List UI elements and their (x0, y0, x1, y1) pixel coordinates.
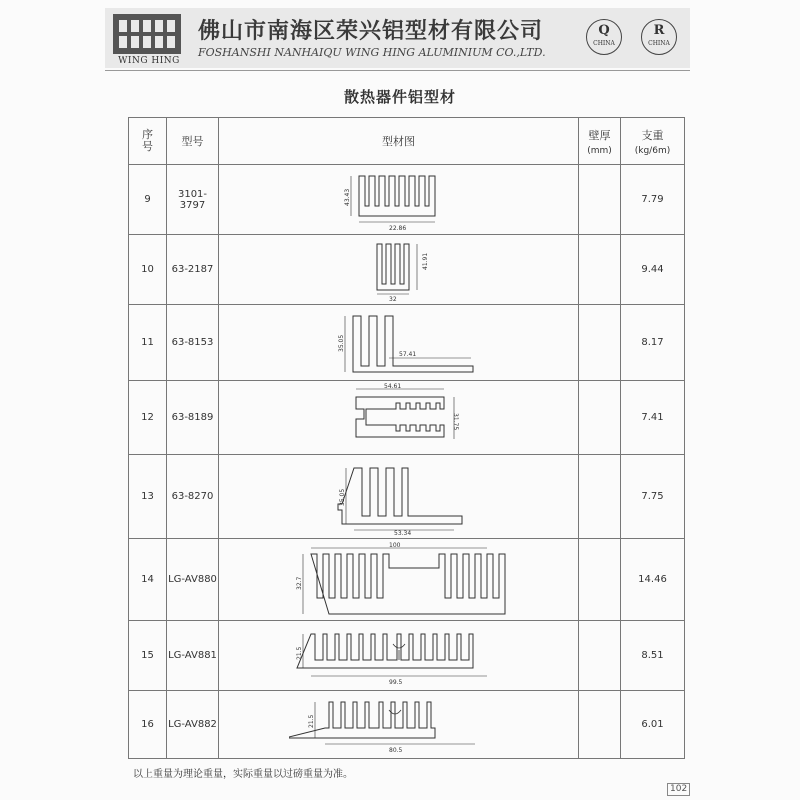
dim-label: 21.5 (307, 714, 315, 728)
profile-spec-table (128, 117, 685, 759)
row-weight: 7.79 (621, 165, 685, 235)
row-weight: 8.51 (621, 621, 685, 691)
header-drawing: 型材图 (219, 118, 579, 165)
table-row (129, 621, 685, 691)
row-wall (579, 235, 621, 305)
row-seq: 9 (129, 165, 167, 235)
row-model: LG-AV880 (167, 539, 219, 621)
row-weight: 8.17 (621, 305, 685, 381)
dim-label: 100 (388, 541, 400, 549)
wing-hing-logo (113, 14, 181, 54)
profile-drawing (219, 165, 579, 235)
row-weight: 14.46 (621, 539, 685, 621)
header-weight: 支重 (kg/6m) (621, 118, 685, 165)
dim-label: 54.61 (383, 382, 401, 390)
table-row (129, 455, 685, 539)
row-model: 63-8189 (167, 381, 219, 455)
profile-drawing (219, 621, 579, 691)
header-model: 型号 (167, 118, 219, 165)
row-seq: 11 (129, 305, 167, 381)
page-title: 散热器件铝型材 (343, 88, 456, 106)
row-seq: 10 (129, 235, 167, 305)
table-row (129, 305, 685, 381)
row-model: 63-2187 (167, 235, 219, 305)
table-row (129, 691, 685, 759)
table-row (129, 235, 685, 305)
row-wall (579, 621, 621, 691)
dim-label: 21.5 (295, 646, 303, 660)
row-seq: 12 (129, 381, 167, 455)
q-china-badge-icon: Q CHINA (586, 19, 622, 55)
dim-label: 43.43 (343, 188, 351, 206)
profile-drawing (219, 455, 579, 539)
r-china-badge-icon: R CHINA (641, 19, 677, 55)
profile-drawing (219, 235, 579, 305)
header-rule (105, 70, 690, 71)
dim-label: 99.5 (388, 678, 402, 686)
row-model: 3101-3797 (167, 165, 219, 235)
dim-label: 31.75 (451, 412, 459, 430)
row-seq: 16 (129, 691, 167, 759)
row-weight: 7.75 (621, 455, 685, 539)
profile-drawing (219, 539, 579, 621)
table-row (129, 165, 685, 235)
header-seq: 序号 (129, 118, 167, 165)
row-weight: 6.01 (621, 691, 685, 759)
row-model: LG-AV881 (167, 621, 219, 691)
table-row (129, 381, 685, 455)
row-seq: 13 (129, 455, 167, 539)
row-seq: 15 (129, 621, 167, 691)
row-weight: 9.44 (621, 235, 685, 305)
dim-label: 35.05 (337, 334, 345, 352)
profile-drawing (219, 381, 579, 455)
row-wall (579, 165, 621, 235)
row-seq: 14 (129, 539, 167, 621)
dim-label: 32.7 (295, 576, 303, 590)
company-name-en: FOSHANSHI NANHAIQU WING HING ALUMINIUM CO.,LTD. (198, 46, 546, 59)
row-wall (579, 305, 621, 381)
row-wall (579, 539, 621, 621)
footer-note: 以上重量为理论重量，实际重量以过磅重量为准。 (133, 769, 353, 780)
dim-label: 57.41 (398, 350, 416, 358)
row-weight: 7.41 (621, 381, 685, 455)
dim-label: 53.34 (393, 529, 411, 536)
dim-label: 41.91 (421, 252, 429, 270)
table-header-row (129, 118, 685, 165)
row-model: LG-AV882 (167, 691, 219, 759)
dim-label: 22.86 (388, 224, 406, 232)
company-name-cn: 佛山市南海区荣兴铝型材有限公司 (198, 18, 544, 44)
row-wall (579, 381, 621, 455)
row-model: 63-8270 (167, 455, 219, 539)
header-wall: 壁厚 (mm) (579, 118, 621, 165)
profile-drawing (219, 691, 579, 759)
table-row (129, 539, 685, 621)
row-wall (579, 455, 621, 539)
row-wall (579, 691, 621, 759)
page-number: 102 (667, 783, 690, 796)
row-model: 63-8153 (167, 305, 219, 381)
dim-label: 35.05 (338, 488, 346, 506)
logo-text: WING HING (118, 56, 180, 66)
dim-label: 32 (388, 295, 397, 302)
dim-label: 80.5 (388, 746, 402, 754)
profile-drawing (219, 305, 579, 381)
